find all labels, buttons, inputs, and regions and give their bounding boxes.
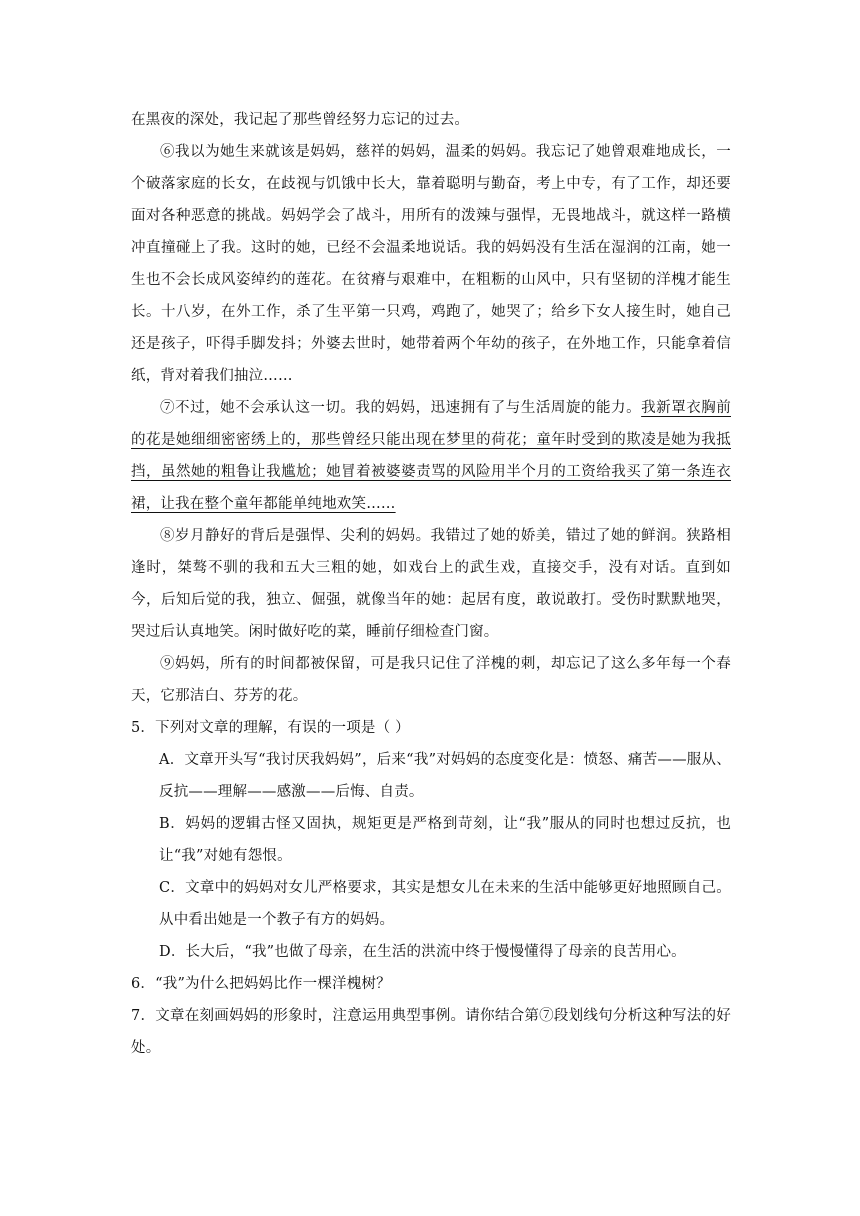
document-body bbox=[131, 104, 731, 1064]
question-5-option-a: A．文章开头写“我讨厌我妈妈”，后来“我”对妈妈的态度变化是：愤怒、痛苦——服从、反抗——理解——感激——后悔、自责。 bbox=[159, 752, 731, 800]
question-5-option-c: C．文章中的妈妈对女儿严格要求，其实是想女儿在未来的生活中能够更好地照顾自己。从中看出她是一个教子有方的妈妈。 bbox=[159, 880, 731, 928]
paragraph-8: ⑧岁月静好的背后是强悍、尖利的妈妈。我错过了她的娇美，错过了她的鲜润。狭路相逢时，桀骜不驯的我和五大三粗的她，如戏台上的武生戏，直接交手，没有对话。直到如今，后知后觉的我，独立、倔强，就像当年的她：起居有度，敢说敢打。受伤时默默地哭，哭过后认真地笑。闲时做好吃的菜，睡前仔细检查门窗。 bbox=[131, 528, 731, 640]
paragraph-7 bbox=[131, 392, 731, 520]
paragraph-7-lead: ⑦不过，她不会承认这一切。我的妈妈，迅速拥有了与生活周旋的能力。 bbox=[160, 400, 642, 416]
paragraph-9: ⑨妈妈，所有的时间都被保留，可是我只记住了洋槐的刺，却忘记了这么多年每一个春天，它那洁白、芬芳的花。 bbox=[131, 656, 731, 704]
paragraph-intro-tail: 在黑夜的深处，我记起了那些曾经努力忘记的过去。 bbox=[131, 112, 470, 128]
paragraph-7-underlined: 我新罩衣胸前的花是她细细密密绣上的，那些曾经只能出现在梦里的荷花；童年时受到的欺凌是她为我抵挡，虽然她的粗鲁让我尴尬；她冒着被婆婆责骂的风险用半个月的工资给我买了第一条连衣裙，让我在整个童年都能单纯地欢笑…… bbox=[131, 400, 731, 512]
question-5-option-b: B．妈妈的逻辑古怪又固执，规矩更是严格到苛刻，让“我”服从的同时也想过反抗，也让“我”对她有怨恨。 bbox=[159, 816, 731, 864]
question-5-option-d: D．长大后，“我”也做了母亲，在生活的洪流中终于慢慢懂得了母亲的良苦用心。 bbox=[159, 944, 686, 960]
question-5-stem: 5．下列对文章的理解，有误的一项是（ ） bbox=[131, 720, 410, 736]
question-7: 7．文章在刻画妈妈的形象时，注意运用典型事例。请你结合第⑦段划线句分析这种写法的好处。 bbox=[131, 1008, 731, 1056]
question-6: 6．“我”为什么把妈妈比作一棵洋槐树？ bbox=[131, 976, 391, 992]
paragraph-6: ⑥我以为她生来就该是妈妈，慈祥的妈妈，温柔的妈妈。我忘记了她曾艰难地成长，一个破落家庭的长女，在歧视与饥饿中长大，靠着聪明与勤奋，考上中专，有了工作，却还要面对各种恶意的挑战。妈妈学会了战斗，用所有的泼辣与强悍，无畏地战斗，就这样一路横冲直撞碰上了我。这时的她，已经不会温柔地说话。我的妈妈没有生活在湿润的江南，她一生也不会长成风姿绰约的莲花。在贫瘠与艰难中，在粗粝的山风中，只有坚韧的洋槐才能生长。十八岁，在外工作，杀了生平第一只鸡，鸡跑了，她哭了；给乡下女人接生时，她自己还是孩子，吓得手脚发抖；外婆去世时，她带着两个年幼的孩子，在外地工作，只能拿着信纸，背对着我们抽泣…… bbox=[131, 144, 731, 384]
